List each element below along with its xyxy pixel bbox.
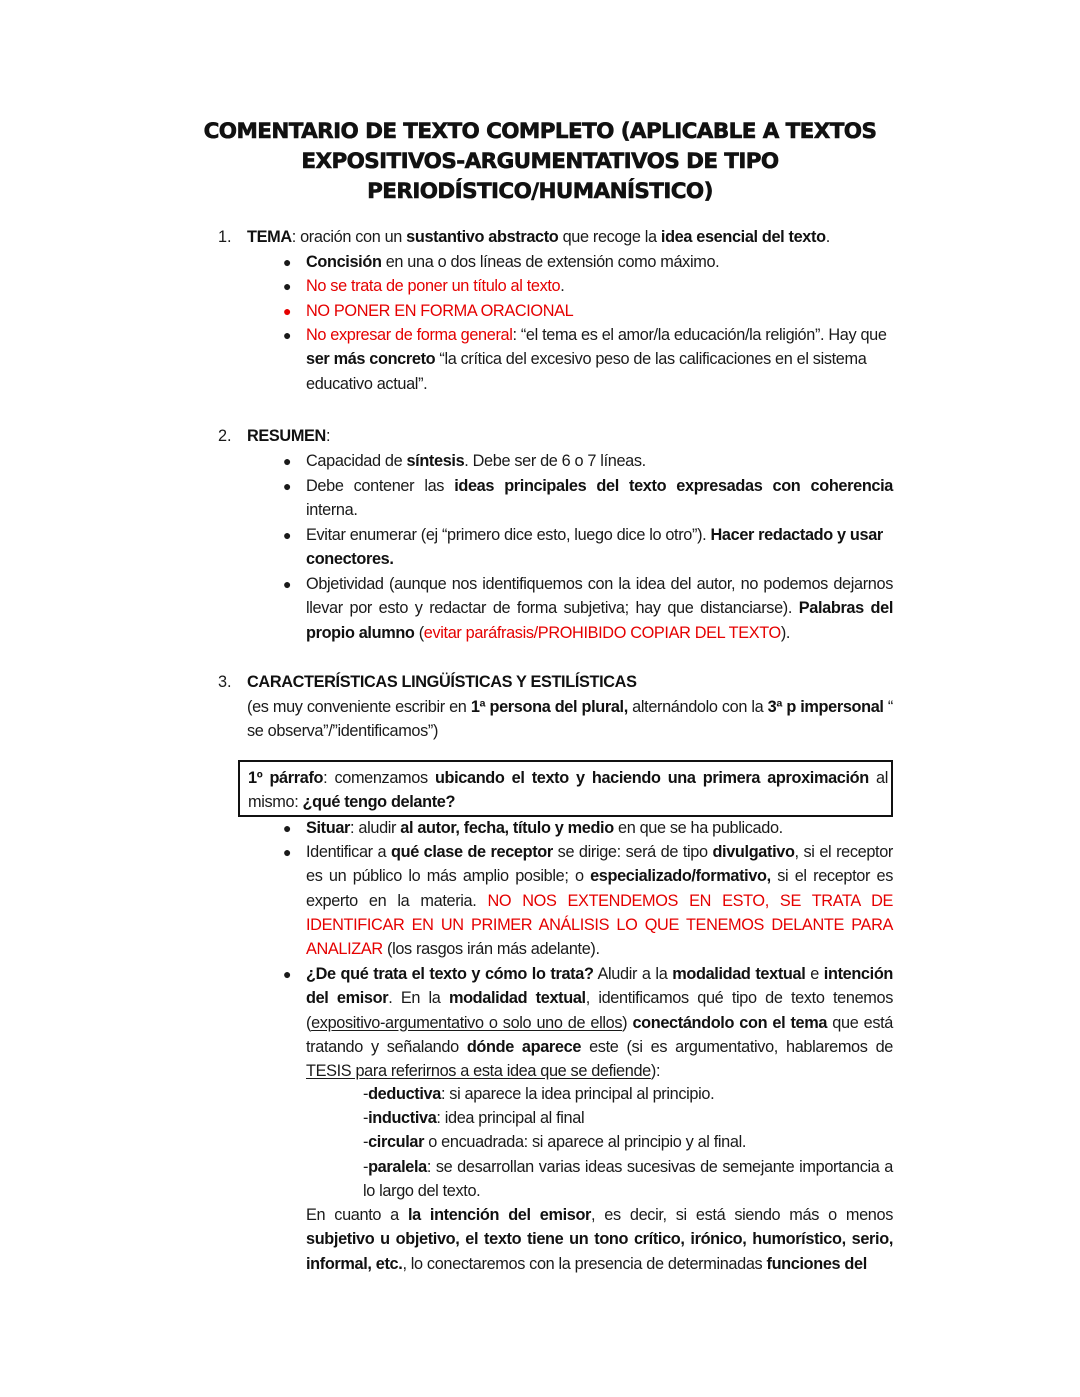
section-number-2: 2. — [218, 427, 232, 445]
resumen-bullet-objetividad: Objetividad (aunque nos identifiquemos con la idea del autor, no podemos dejarnos llevar por esto y redactar de forma subjetiva; hay que distanciarse). Palabras del propio alumno (evitar paráfrasis/PROHIBIDO COPIAR DEL TEXTO). — [306, 575, 893, 642]
primer-parrafo-box — [238, 760, 893, 817]
tema-bullet-no-titulo: No se trata de poner un título al texto. — [306, 277, 565, 295]
bullet-icon: ● — [283, 527, 292, 543]
text-run: . — [825, 228, 830, 246]
bullet-icon: ● — [283, 966, 292, 982]
modalidad-bullet: ¿De qué trata el texto y cómo lo trata? Aludir a la modalidad textual e intención del emisor. En la modalidad textual, identificamos qué tipo de texto tenemos (expositivo-argumentativo o solo uno de ellos) conectándolo con el tema que está tratando y señalando dónde aparece este (si es argumentativo, hablaremos de TESIS para referirnos a esta idea que se defiende): — [306, 965, 894, 1081]
bullet-icon: ● — [283, 453, 292, 469]
structure-desc: : se desarrollan varias ideas sucesivas de semejante importancia a lo largo del texto. — [363, 1158, 893, 1201]
title-line-3: PERIODÍSTICO/HUMANÍSTICO) — [367, 179, 713, 204]
tema-bullet-concision: Concisión en una o dos líneas de extensión como máximo. — [306, 253, 720, 271]
text-run: : — [325, 427, 331, 445]
section-tema-heading — [247, 225, 893, 249]
situar-bullet: Situar: aludir al autor, fecha, título y medio en que se ha publicado. — [306, 819, 783, 837]
section-title-tema: TEMA — [247, 228, 292, 246]
bullet-icon: ● — [283, 576, 292, 592]
section-number-3: 3. — [218, 673, 232, 691]
receptor-bullet: Identificar a qué clase de receptor se dirige: será de tipo divulgativo, si el receptor es un público lo más amplio posible; o especializado/formativo, si el receptor es experto en la materia. NO NOS EXTENDEMOS EN ESTO, SE TRATA DE IDENTIFICAR EN UN PRIMER ANÁLISIS LO QUE TENEMOS DELANTE PARA ANALIZAR (los rasgos irán más adelante). — [306, 843, 894, 959]
estructura-inductiva: -inductiva: idea principal al final — [363, 1109, 585, 1127]
estructura-deductiva: -deductiva: si aparece la idea principal al principio. — [363, 1085, 715, 1103]
section-title-resumen: RESUMEN — [247, 427, 326, 445]
text-run: que recoge la — [558, 228, 661, 246]
section-number-1: 1. — [218, 228, 232, 246]
bullet-icon: ● — [283, 278, 292, 294]
tema-bullet-no-general: No expresar de forma general: “el tema es el amor/la educación/la religión”. Hay que ser más concreto “la crítica del excesivo peso de las calificaciones en el sistema educativo actual”. — [306, 326, 887, 393]
structure-name: deductiva — [368, 1085, 441, 1103]
estructura-circular: -circular o encuadrada: si aparece al principio y al final. — [363, 1133, 747, 1151]
bullet-icon: ● — [283, 327, 292, 343]
resumen-bullet-sintesis: Capacidad de síntesis. Debe ser de 6 o 7 líneas. — [306, 452, 646, 470]
text-run: : oración con un — [291, 228, 407, 246]
structure-desc: o encuadrada: si aparece al principio y al final. — [424, 1133, 747, 1151]
text-run-bold: sustantivo abstracto — [406, 228, 559, 246]
section-title-caracteristicas: CARACTERÍSTICAS LINGÜÍSTICAS Y ESTILÍSTICAS — [247, 673, 637, 691]
tema-bullet-no-oracional: NO PONER EN FORMA ORACIONAL — [306, 302, 574, 320]
section-resumen-heading — [247, 424, 893, 448]
structure-desc: : idea principal al final — [436, 1109, 585, 1127]
document-title — [190, 117, 890, 207]
structure-desc: : si aparece la idea principal al principio. — [440, 1085, 715, 1103]
primer-parrafo-text: 1º párrafo: comenzamos ubicando el texto y haciendo una primera aproximación al mismo: ¿qué tengo delante? — [248, 769, 888, 812]
title-line-1: COMENTARIO DE TEXTO COMPLETO (APLICABLE A TEXTOS — [203, 119, 877, 144]
structure-name: paralela — [368, 1158, 427, 1176]
section-caracteristicas-intro: (es muy conveniente escribir en 1ª persona del plural, alternándolo con la 3ª p impersonal “ se observa”/”identificamos”) — [247, 698, 893, 741]
bullet-icon: ● — [283, 844, 292, 860]
section-caracteristicas-heading — [247, 670, 893, 694]
resumen-bullet-enumerar: Evitar enumerar (ej “primero dice esto, luego dice lo otro”). Hacer redactado y usar conectores. — [306, 526, 883, 569]
structure-name: circular — [368, 1133, 425, 1151]
estructura-paralela: -paralela: se desarrollan varias ideas sucesivas de semejante importancia a lo largo del texto. — [363, 1158, 893, 1201]
bullet-icon: ● — [283, 478, 292, 494]
bullet-icon: ● — [283, 820, 292, 836]
bullet-icon: ● — [283, 254, 292, 270]
structure-name: inductiva — [368, 1109, 437, 1127]
bullet-icon: ● — [283, 303, 292, 319]
intencion-emisor-paragraph: En cuanto a la intención del emisor, es decir, si está siendo más o menos subjetivo u objetivo, el texto tiene un tono crítico, irónico, humorístico, serio, informal, etc., lo conectaremos con la presencia de determinadas funciones del — [306, 1206, 893, 1273]
resumen-bullet-ideas: Debe contener las ideas principales del texto expresadas con coherencia interna. — [306, 477, 893, 520]
text-run-bold: idea esencial del texto — [660, 228, 826, 246]
title-line-2: EXPOSITIVOS-ARGUMENTATIVOS DE TIPO — [301, 149, 779, 174]
